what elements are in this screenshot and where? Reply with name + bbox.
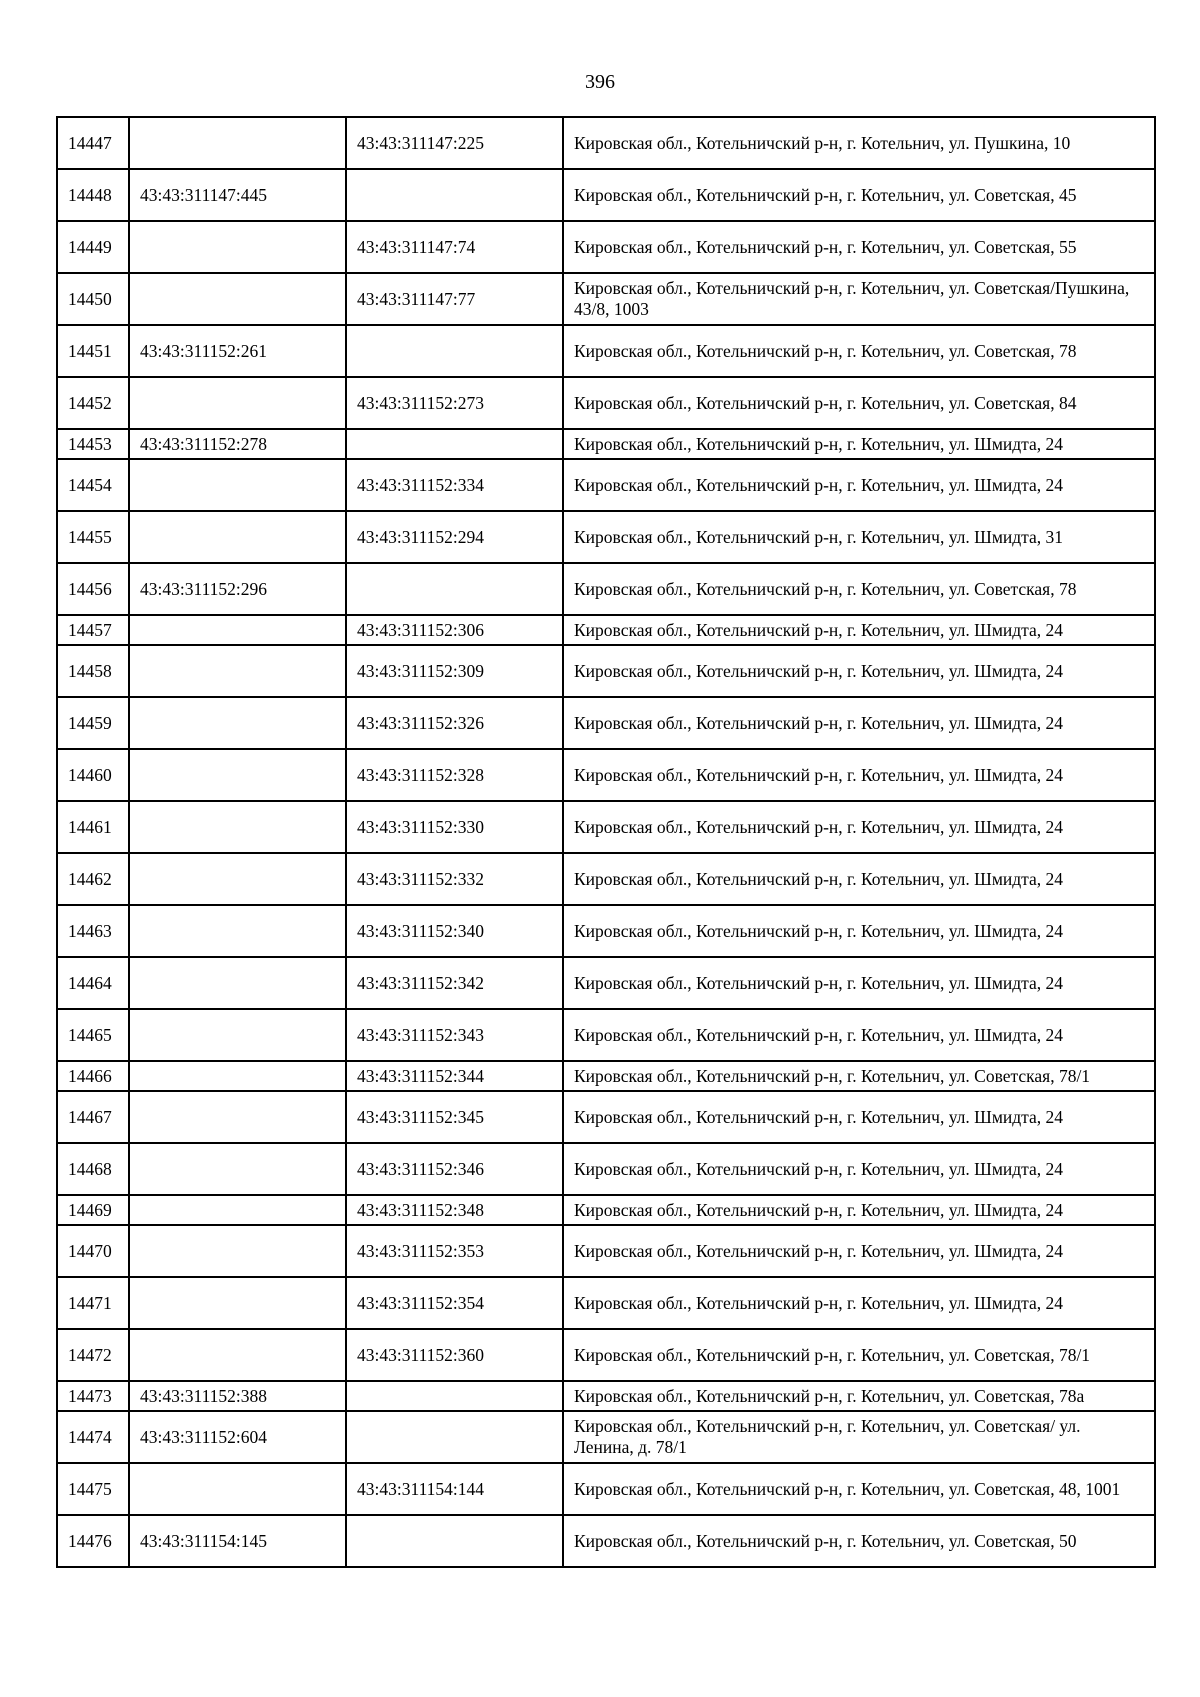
address-cell: Кировская обл., Котельничский р-н, г. Котельнич, ул. Советская, 50: [563, 1515, 1155, 1567]
cadastral-number-alt-cell: 43:43:311152:294: [346, 511, 563, 563]
cadastral-number-alt-cell: 43:43:311152:343: [346, 1009, 563, 1061]
table-row: [57, 221, 1155, 273]
table-row: [57, 459, 1155, 511]
cadastral-number-alt-cell: 43:43:311147:74: [346, 221, 563, 273]
row-number-cell: 14460: [57, 749, 129, 801]
cadastral-registry-table: [56, 116, 1156, 1568]
row-number-cell: 14450: [57, 273, 129, 325]
row-number-cell: 14465: [57, 1009, 129, 1061]
cadastral-number-cell: [129, 957, 346, 1009]
cadastral-number-alt-cell: 43:43:311152:326: [346, 697, 563, 749]
row-number-cell: 14448: [57, 169, 129, 221]
row-number-cell: 14473: [57, 1381, 129, 1411]
address-cell: Кировская обл., Котельничский р-н, г. Котельнич, ул. Шмидта, 24: [563, 1195, 1155, 1225]
address-cell: Кировская обл., Котельничский р-н, г. Котельнич, ул. Шмидта, 24: [563, 853, 1155, 905]
cadastral-number-cell: 43:43:311147:445: [129, 169, 346, 221]
cadastral-number-cell: [129, 1091, 346, 1143]
table-row: [57, 1515, 1155, 1567]
row-number-cell: 14464: [57, 957, 129, 1009]
cadastral-number-alt-cell: [346, 169, 563, 221]
row-number-cell: 14461: [57, 801, 129, 853]
cadastral-number-cell: 43:43:311152:604: [129, 1411, 346, 1463]
cadastral-number-alt-cell: 43:43:311152:340: [346, 905, 563, 957]
address-cell: Кировская обл., Котельничский р-н, г. Котельнич, ул. Советская, 48, 1001: [563, 1463, 1155, 1515]
cadastral-number-cell: [129, 511, 346, 563]
address-cell: Кировская обл., Котельничский р-н, г. Котельнич, ул. Советская/Пушкина, 43/8, 1003: [563, 273, 1155, 325]
address-cell: Кировская обл., Котельничский р-н, г. Котельнич, ул. Советская, 78а: [563, 1381, 1155, 1411]
row-number-cell: 14456: [57, 563, 129, 615]
table-row: [57, 905, 1155, 957]
cadastral-number-alt-cell: 43:43:311152:345: [346, 1091, 563, 1143]
cadastral-number-cell: [129, 905, 346, 957]
cadastral-number-cell: [129, 1277, 346, 1329]
table-row: [57, 1009, 1155, 1061]
table-row: [57, 1195, 1155, 1225]
address-cell: Кировская обл., Котельничский р-н, г. Котельнич, ул. Советская, 45: [563, 169, 1155, 221]
table-row: [57, 1329, 1155, 1381]
address-cell: Кировская обл., Котельничский р-н, г. Котельнич, ул. Советская, 78: [563, 325, 1155, 377]
row-number-cell: 14467: [57, 1091, 129, 1143]
row-number-cell: 14451: [57, 325, 129, 377]
row-number-cell: 14449: [57, 221, 129, 273]
cadastral-number-cell: [129, 1225, 346, 1277]
cadastral-number-cell: 43:43:311152:261: [129, 325, 346, 377]
address-cell: Кировская обл., Котельничский р-н, г. Котельнич, ул. Шмидта, 24: [563, 1277, 1155, 1329]
cadastral-number-alt-cell: 43:43:311154:144: [346, 1463, 563, 1515]
row-number-cell: 14468: [57, 1143, 129, 1195]
table-row: [57, 511, 1155, 563]
cadastral-number-alt-cell: 43:43:311152:360: [346, 1329, 563, 1381]
address-cell: Кировская обл., Котельничский р-н, г. Котельнич, ул. Советская, 78/1: [563, 1061, 1155, 1091]
table-row: [57, 1225, 1155, 1277]
row-number-cell: 14462: [57, 853, 129, 905]
cadastral-number-cell: 43:43:311152:278: [129, 429, 346, 459]
cadastral-number-cell: [129, 615, 346, 645]
address-cell: Кировская обл., Котельничский р-н, г. Котельнич, ул. Советская/ ул. Ленина, д. 78/1: [563, 1411, 1155, 1463]
cadastral-number-cell: 43:43:311152:296: [129, 563, 346, 615]
address-cell: Кировская обл., Котельничский р-н, г. Котельнич, ул. Шмидта, 24: [563, 1009, 1155, 1061]
address-cell: Кировская обл., Котельничский р-н, г. Котельнич, ул. Шмидта, 31: [563, 511, 1155, 563]
cadastral-number-alt-cell: 43:43:311152:328: [346, 749, 563, 801]
table-row: [57, 1061, 1155, 1091]
cadastral-number-alt-cell: 43:43:311152:354: [346, 1277, 563, 1329]
cadastral-number-cell: 43:43:311154:145: [129, 1515, 346, 1567]
cadastral-number-cell: [129, 645, 346, 697]
cadastral-number-alt-cell: [346, 1515, 563, 1567]
table-row: [57, 117, 1155, 169]
cadastral-number-cell: [129, 221, 346, 273]
address-cell: Кировская обл., Котельничский р-н, г. Котельнич, ул. Советская, 78/1: [563, 1329, 1155, 1381]
row-number-cell: 14470: [57, 1225, 129, 1277]
cadastral-number-cell: [129, 1009, 346, 1061]
row-number-cell: 14455: [57, 511, 129, 563]
address-cell: Кировская обл., Котельничский р-н, г. Котельнич, ул. Советская, 84: [563, 377, 1155, 429]
row-number-cell: 14458: [57, 645, 129, 697]
row-number-cell: 14474: [57, 1411, 129, 1463]
row-number-cell: 14447: [57, 117, 129, 169]
address-cell: Кировская обл., Котельничский р-н, г. Котельнич, ул. Шмидта, 24: [563, 801, 1155, 853]
table-row: [57, 377, 1155, 429]
cadastral-number-alt-cell: 43:43:311152:348: [346, 1195, 563, 1225]
address-cell: Кировская обл., Котельничский р-н, г. Котельнич, ул. Шмидта, 24: [563, 697, 1155, 749]
cadastral-number-alt-cell: [346, 563, 563, 615]
address-cell: Кировская обл., Котельничский р-н, г. Котельнич, ул. Шмидта, 24: [563, 749, 1155, 801]
address-cell: Кировская обл., Котельничский р-н, г. Котельнич, ул. Пушкина, 10: [563, 117, 1155, 169]
cadastral-number-cell: [129, 377, 346, 429]
cadastral-number-alt-cell: 43:43:311152:334: [346, 459, 563, 511]
cadastral-number-cell: [129, 1195, 346, 1225]
row-number-cell: 14454: [57, 459, 129, 511]
table-row: [57, 1091, 1155, 1143]
cadastral-number-cell: [129, 273, 346, 325]
table-row: [57, 615, 1155, 645]
table-row: [57, 853, 1155, 905]
table-row: [57, 429, 1155, 459]
table-row: [57, 957, 1155, 1009]
cadastral-number-cell: [129, 117, 346, 169]
cadastral-number-cell: [129, 459, 346, 511]
table-body: [57, 117, 1155, 1567]
address-cell: Кировская обл., Котельничский р-н, г. Котельнич, ул. Шмидта, 24: [563, 1091, 1155, 1143]
table-row: [57, 697, 1155, 749]
table-row: [57, 563, 1155, 615]
table-row: [57, 1277, 1155, 1329]
row-number-cell: 14472: [57, 1329, 129, 1381]
cadastral-number-alt-cell: [346, 1381, 563, 1411]
address-cell: Кировская обл., Котельничский р-н, г. Котельнич, ул. Шмидта, 24: [563, 957, 1155, 1009]
cadastral-number-cell: [129, 1061, 346, 1091]
cadastral-number-alt-cell: 43:43:311152:353: [346, 1225, 563, 1277]
address-cell: Кировская обл., Котельничский р-н, г. Котельнич, ул. Шмидта, 24: [563, 645, 1155, 697]
cadastral-number-alt-cell: 43:43:311152:309: [346, 645, 563, 697]
table-row: [57, 1463, 1155, 1515]
cadastral-number-cell: [129, 749, 346, 801]
table-row: [57, 273, 1155, 325]
address-cell: Кировская обл., Котельничский р-н, г. Котельнич, ул. Шмидта, 24: [563, 905, 1155, 957]
cadastral-number-alt-cell: [346, 429, 563, 459]
cadastral-number-cell: [129, 1329, 346, 1381]
address-cell: Кировская обл., Котельничский р-н, г. Котельнич, ул. Шмидта, 24: [563, 459, 1155, 511]
table-row: [57, 1381, 1155, 1411]
row-number-cell: 14463: [57, 905, 129, 957]
row-number-cell: 14452: [57, 377, 129, 429]
row-number-cell: 14471: [57, 1277, 129, 1329]
address-cell: Кировская обл., Котельничский р-н, г. Котельнич, ул. Шмидта, 24: [563, 615, 1155, 645]
cadastral-number-alt-cell: 43:43:311152:273: [346, 377, 563, 429]
cadastral-number-cell: [129, 697, 346, 749]
address-cell: Кировская обл., Котельничский р-н, г. Котельнич, ул. Советская, 78: [563, 563, 1155, 615]
row-number-cell: 14466: [57, 1061, 129, 1091]
row-number-cell: 14469: [57, 1195, 129, 1225]
table-row: [57, 645, 1155, 697]
cadastral-number-cell: [129, 1463, 346, 1515]
cadastral-number-alt-cell: 43:43:311152:330: [346, 801, 563, 853]
cadastral-number-cell: 43:43:311152:388: [129, 1381, 346, 1411]
cadastral-number-alt-cell: 43:43:311147:77: [346, 273, 563, 325]
cadastral-number-cell: [129, 1143, 346, 1195]
cadastral-number-alt-cell: 43:43:311147:225: [346, 117, 563, 169]
cadastral-number-alt-cell: 43:43:311152:344: [346, 1061, 563, 1091]
address-cell: Кировская обл., Котельничский р-н, г. Котельнич, ул. Советская, 55: [563, 221, 1155, 273]
cadastral-number-cell: [129, 853, 346, 905]
address-cell: Кировская обл., Котельничский р-н, г. Котельнич, ул. Шмидта, 24: [563, 1225, 1155, 1277]
address-cell: Кировская обл., Котельничский р-н, г. Котельнич, ул. Шмидта, 24: [563, 429, 1155, 459]
cadastral-number-cell: [129, 801, 346, 853]
cadastral-number-alt-cell: 43:43:311152:332: [346, 853, 563, 905]
cadastral-number-alt-cell: [346, 325, 563, 377]
row-number-cell: 14475: [57, 1463, 129, 1515]
table-row: [57, 1411, 1155, 1463]
row-number-cell: 14453: [57, 429, 129, 459]
table-row: [57, 749, 1155, 801]
table-row: [57, 325, 1155, 377]
page-number: 396: [585, 71, 615, 93]
row-number-cell: 14457: [57, 615, 129, 645]
table-row: [57, 801, 1155, 853]
row-number-cell: 14459: [57, 697, 129, 749]
address-cell: Кировская обл., Котельничский р-н, г. Котельнич, ул. Шмидта, 24: [563, 1143, 1155, 1195]
cadastral-number-alt-cell: 43:43:311152:342: [346, 957, 563, 1009]
table-row: [57, 1143, 1155, 1195]
table-row: [57, 169, 1155, 221]
cadastral-number-alt-cell: 43:43:311152:346: [346, 1143, 563, 1195]
cadastral-number-alt-cell: [346, 1411, 563, 1463]
row-number-cell: 14476: [57, 1515, 129, 1567]
cadastral-number-alt-cell: 43:43:311152:306: [346, 615, 563, 645]
